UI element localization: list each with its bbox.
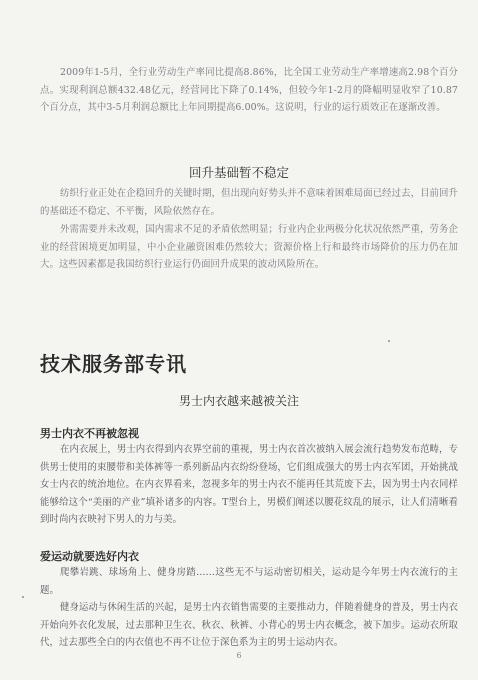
intro-paragraph: 2009年1-5月，全行业劳动生产率同比提高8.86%，比全国工业劳动生产率增速高2.98个百分点。实现利润总额432.48亿元，经营同比下降了0.14%，但较今年1-2月的降幅明显收窄了10.87个百分点，其中3-5月利润总额比上年同期提高6.00%。这说明，行业的运行质效正在逐渐改善。 — [40, 67, 458, 113]
subheading-sports-underwear: 爱运动就要选好内衣 — [40, 550, 139, 563]
article-paragraph-3: 健身运动与休闲生活的兴起，是男士内衣销售需要的主要推动力，伴随着健身的普及，男士内衣开始向外衣化发展，过去那种卫生衣、秋衣、秋裤、小背心的男士内衣概念，被下加步。运动衣所取代，过去那些全白的内衣值也不再不让位于深色系为主的男士运动内衣。 — [40, 602, 458, 648]
page-number: 6 — [236, 651, 242, 660]
article-paragraph-1: 在内衣展上，男士内衣得到内衣界空前的重视，男士内衣首次被纳入展会流行趋势发布范畴，专供男士使用的束腰带和美体裤等一系列新品内衣纷纷登场，它们组成强大的男士内衣军团，开始挑战女士内衣的统治地位。在内衣界看来，忽视多年的男士内衣不能再任其荒废下去，因为男士内衣同样能够给这个“美丽的产业”填补诸多的内容。T型台上，男模们阐述以腰花纹乱的展示，让人们清晰看到时尚内衣映衬下男人的力与美。 — [40, 444, 458, 525]
article-title: 男士内衣越来越被关注 — [178, 394, 299, 408]
subheading-not-ignored: 男士内衣不再被忽视 — [40, 427, 139, 440]
section1-paragraph-1: 纺织行业正处在企稳回升的关键时期，但出现向好势头并不意味着困难局面已经过去，目前回升的基础还不稳定、不平衡，风险依然存在。 — [40, 188, 458, 217]
department-title: 技术服务部专讯 — [40, 352, 187, 376]
scan-speck — [22, 596, 24, 598]
scan-speck — [388, 340, 390, 342]
section1-paragraph-2: 外需需要并未改观，国内需求不足的矛盾依然明显；行业内企业两极分化状况依然严重，劳务企业的经营困境更加明显，中小企业融资困难仍然较大；资源价格上行和最终市场降价的压力仍在加大。这些因素都是我国纺织行业运行仍面回升成果的波动风险所在。 — [40, 224, 458, 270]
article-paragraph-2: 爬攀岩跳、球场角上、健身房踏……这些无不与运动密切相关，运动是今年男士内衣流行的主题。 — [40, 567, 458, 596]
section-heading-rebound: 回升基础暂不稳定 — [188, 165, 289, 180]
